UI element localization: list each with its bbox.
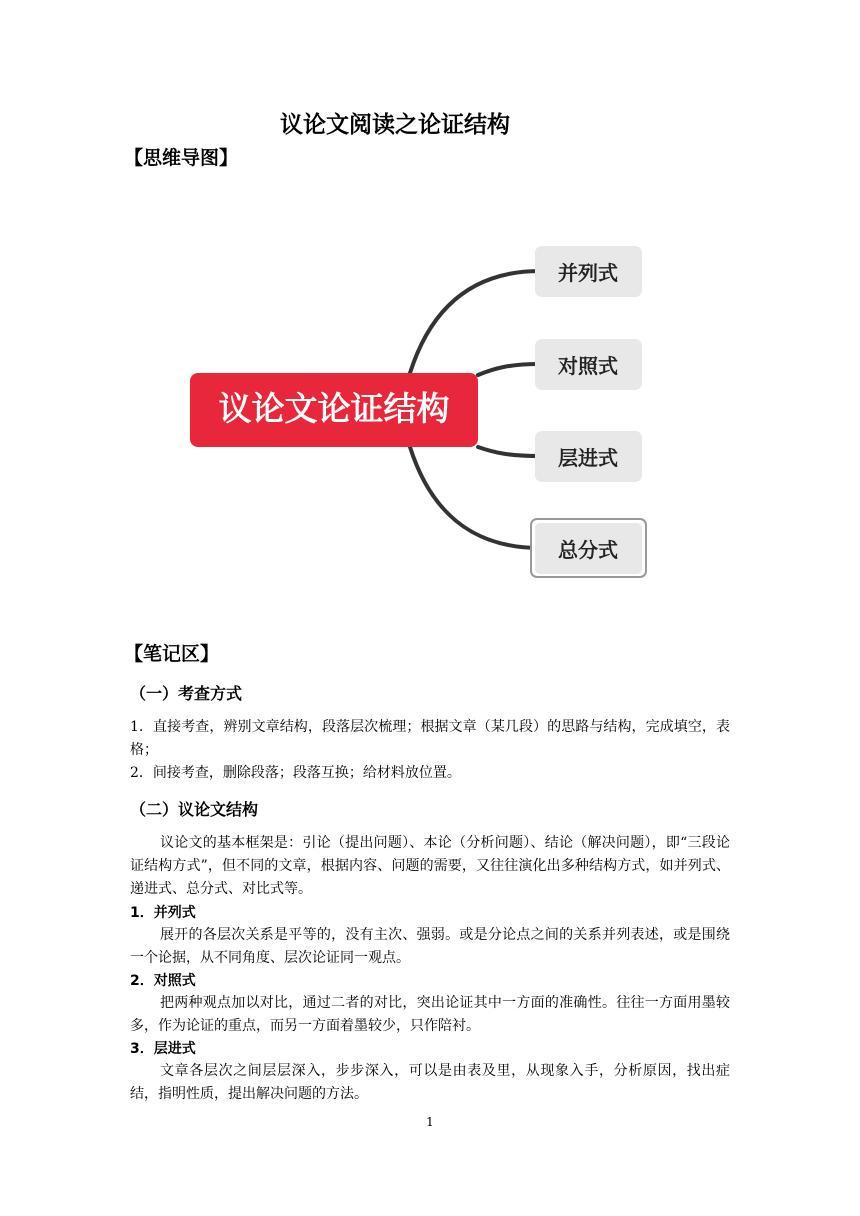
branch-label-2: 对照式 [558,354,618,378]
notes-heading: 【笔记区】 [124,643,220,665]
type-heading-progressive: 3．层进式 [130,1041,196,1057]
branch-label-1: 并列式 [558,261,618,285]
section1-item-1: 1．直接考查，辨别文章结构，段落层次梳理；根据文章（某几段）的思路与结构，完成填空，表格； [130,719,730,758]
connector-4 [410,447,540,548]
branch-label-4: 总分式 [558,538,618,562]
section1-item-2: 2．间接考查，删除段落；段落互换；给材料放位置。 [130,765,461,781]
connector-3 [478,447,540,456]
mindmap-heading: 【思维导图】 [124,147,239,169]
section1-heading: （一）考查方式 [130,684,243,703]
section2-heading: （二）议论文结构 [130,800,259,819]
type-heading-contrast: 2．对照式 [130,973,196,989]
section2-intro: 议论文的基本框架是：引论（提出问题）、本论（分析问题）、结论（解决问题），即“三段论证结构方式”，但不同的文章，根据内容、问题的需要，又往往演化出多种结构方式，如并列式、递进式、总分式、对比式等。 [130,835,730,897]
branch-label-3: 层进式 [558,446,618,470]
type-heading-parallel: 1．并列式 [130,905,196,921]
root-node-label: 议论文论证结构 [218,389,450,428]
connector-2 [478,364,540,375]
page-title: 议论文阅读之论证结构 [280,112,510,138]
connector-1 [410,271,540,373]
type-text-contrast: 把两种观点加以对比，通过二者的对比，突出论证其中一方面的准确性。往往一方面用墨较多，作为论证的重点，而另一方面着墨较少，只作陪衬。 [130,995,730,1034]
page-number: 1 [426,1115,434,1129]
type-text-progressive: 文章各层次之间层层深入，步步深入，可以是由表及里，从现象入手，分析原因，找出症结，指明性质，提出解决问题的方法。 [130,1063,730,1102]
mind-map-diagram [0,0,860,600]
type-text-parallel: 展开的各层次关系是平等的，没有主次、强弱。或是分论点之间的关系并列表述，或是围绕一个论据，从不同角度、层次论证同一观点。 [130,927,730,966]
